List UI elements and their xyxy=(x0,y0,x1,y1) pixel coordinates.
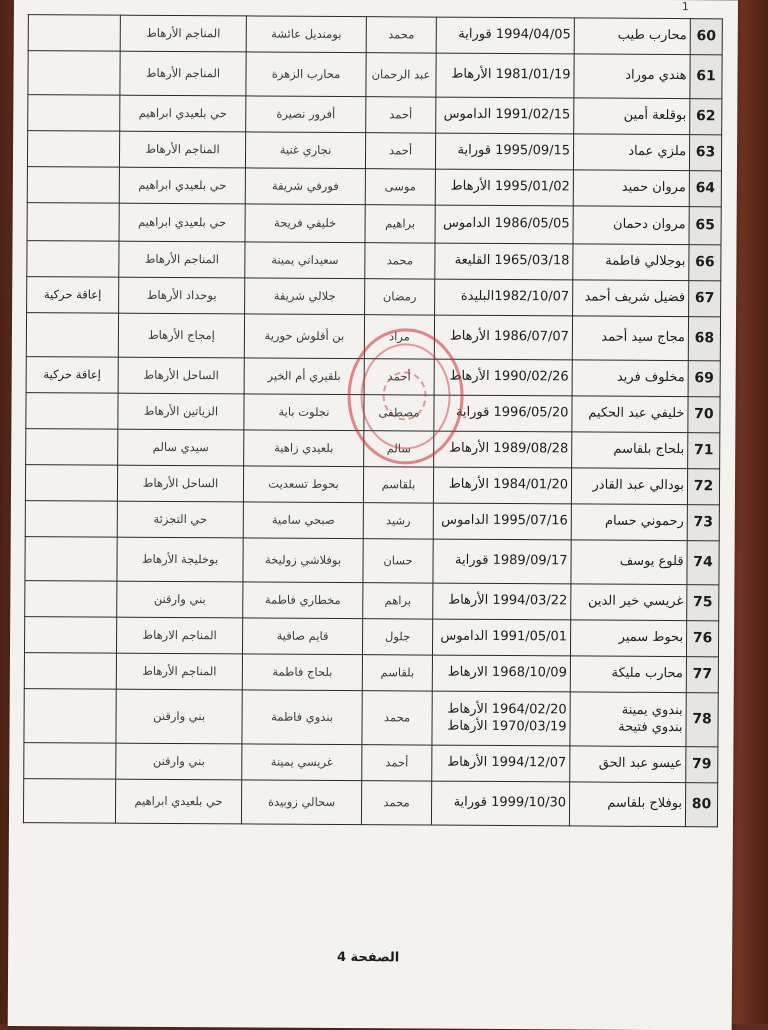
table-row xyxy=(25,581,719,621)
address-cell: بني وارقنن xyxy=(116,743,242,780)
table-row xyxy=(27,203,721,245)
address-cell: حي بلعيدي ابراهيم xyxy=(119,203,245,242)
table-row xyxy=(27,277,721,317)
row-number: 78 xyxy=(686,693,718,747)
mother-cell: مخطاري فاطمة xyxy=(243,582,363,619)
address-cell: المناجم الأرهاط xyxy=(119,241,245,278)
address-cell: حي بلعيدي ابراهيم xyxy=(119,167,245,204)
row-number: 74 xyxy=(687,541,719,585)
mother-cell: بحوط تسعديت xyxy=(243,466,363,503)
address-cell: بني وارقنن xyxy=(117,581,243,618)
row-number: 64 xyxy=(689,171,721,207)
note-cell xyxy=(27,167,119,204)
address-cell: الزياتين الأرهاط xyxy=(118,393,244,430)
name-cell: بوجلالي فاطمة xyxy=(573,244,689,281)
name-cell: رحموني حسام xyxy=(571,504,687,541)
note-cell xyxy=(26,313,118,358)
note-cell xyxy=(26,393,118,430)
address-cell: حي بلعيدي ابراهيم xyxy=(115,779,241,824)
note-cell xyxy=(27,131,119,168)
row-number: 63 xyxy=(689,135,721,171)
father-cell: رشيد xyxy=(363,503,433,539)
name-cell: مروان دحمان xyxy=(573,206,689,245)
mother-cell: أفرور نصيرة xyxy=(246,96,366,133)
name-cell: قلوع يوسف xyxy=(571,540,687,585)
document-page xyxy=(8,0,738,1030)
birth-cell: 1986/07/07 الأرهاط xyxy=(434,315,572,360)
name-cell: مجاج سيد أحمد xyxy=(572,316,688,361)
birth-cell: 1964/02/20 الأرهاط 1970/03/19 الأرهاط xyxy=(432,691,570,746)
father-cell: براهم xyxy=(363,583,433,619)
note-cell xyxy=(24,743,116,780)
mother-cell: جلالي شريفة xyxy=(245,278,365,315)
address-cell: المناجم الأرهاط xyxy=(119,131,245,168)
row-number: 71 xyxy=(688,433,720,469)
table-row xyxy=(24,689,718,747)
father-cell: أحمد xyxy=(366,97,436,133)
address-cell: المناجم الأرهاط xyxy=(116,653,242,690)
father-cell: محمد xyxy=(366,17,436,53)
beneficiaries-table xyxy=(23,14,723,827)
mother-cell: محارب الزهرة xyxy=(246,52,366,97)
table-row xyxy=(26,313,720,361)
mother-cell: سحالي زوبيدة xyxy=(241,780,361,825)
father-cell: رمضان xyxy=(365,279,435,315)
row-number: 65 xyxy=(689,207,721,245)
father-cell: بلقاسم xyxy=(363,467,433,503)
father-cell: محمد xyxy=(361,781,431,825)
mother-cell: قايم صافية xyxy=(242,618,362,655)
name-cell: غريسي خير الدين xyxy=(571,584,687,621)
table-row xyxy=(25,537,719,585)
address-cell: بوحداد الأرهاط xyxy=(119,277,245,314)
father-cell: براهيم xyxy=(365,205,435,243)
birth-cell: 1982/10/07البليدة xyxy=(435,279,573,316)
note-cell: إعاقة حركية xyxy=(27,277,119,314)
name-cell: محارب مليكة xyxy=(570,656,686,693)
background-right xyxy=(732,0,768,1024)
father-cell: مصطفى xyxy=(364,395,434,431)
table-row xyxy=(28,15,722,55)
mother-cell: صبحي سامية xyxy=(243,502,363,539)
address-cell: إمجاج الأرهاط xyxy=(118,313,244,358)
name-cell: بوفلاح بلقاسم xyxy=(569,782,685,827)
birth-cell: 1995/07/16 الداموس xyxy=(433,503,571,540)
mother-cell: نجلوت باية xyxy=(244,394,364,431)
table-row xyxy=(26,393,720,433)
address-cell: بني وارقنن xyxy=(116,689,242,744)
note-cell xyxy=(27,241,119,278)
mother-cell: بلقيري أم الخير xyxy=(244,358,364,395)
row-number: 68 xyxy=(688,317,720,361)
father-cell: بلقاسم xyxy=(362,655,432,691)
note-cell xyxy=(25,537,117,582)
row-number: 60 xyxy=(690,19,722,55)
row-number: 61 xyxy=(690,55,722,99)
father-cell: حسان xyxy=(363,539,433,583)
mother-cell: بندوي فاطمة xyxy=(242,690,362,745)
address-cell: المناجم الأرهاط xyxy=(120,15,246,52)
name-cell: مروان حميد xyxy=(573,170,689,207)
table-row xyxy=(28,51,722,99)
row-number: 76 xyxy=(686,621,718,657)
table-row xyxy=(27,167,721,207)
mother-cell: خليفي فريحة xyxy=(245,204,365,243)
address-cell: حي التجزئة xyxy=(117,501,243,538)
table-row xyxy=(23,779,717,827)
mother-cell: بلحاج فاطمة xyxy=(242,654,362,691)
birth-cell: 1986/05/05 الداموس xyxy=(435,205,573,244)
father-cell: محمد xyxy=(362,691,432,745)
name-cell: فضيل شريف أحمد xyxy=(573,280,689,317)
name-cell: عيسو عبد الحق xyxy=(570,746,686,783)
father-cell: مراد xyxy=(364,315,434,359)
father-cell: محمد xyxy=(365,243,435,279)
note-cell xyxy=(25,501,117,538)
mother-cell: غريسي يمينة xyxy=(242,744,362,781)
father-cell: سالم xyxy=(364,431,434,467)
birth-cell: 1996/05/20 قوراية xyxy=(434,395,572,432)
mother-cell: نجاري غنية xyxy=(245,132,365,169)
birth-cell: 1994/03/22 الأرهاط xyxy=(433,583,571,620)
address-cell: سيدي سالم xyxy=(118,429,244,466)
father-cell: أحمد xyxy=(365,133,435,169)
name-cell: بودالي عبد القادر xyxy=(571,468,687,505)
name-cell: بلحاج بلقاسم xyxy=(572,432,688,469)
table-row xyxy=(25,501,719,541)
row-number: 69 xyxy=(688,361,720,397)
address-cell: بوخليجة الأرهاط xyxy=(117,537,243,582)
table-row xyxy=(24,743,718,783)
table-row xyxy=(27,131,721,171)
address-cell: المناجم الأرهاط xyxy=(120,51,246,96)
note-cell xyxy=(28,51,120,96)
table-row xyxy=(26,429,720,469)
father-cell: جلول xyxy=(362,619,432,655)
note-cell xyxy=(23,779,115,824)
row-number: 77 xyxy=(686,657,718,693)
birth-cell: 1991/05/01 الداموس xyxy=(432,619,570,656)
mother-cell: بن أقلوش حورية xyxy=(244,314,364,359)
birth-cell: 1965/03/18 القليعة xyxy=(435,243,573,280)
note-cell: إعاقة حركية xyxy=(26,357,118,394)
mother-cell: بومنديل عائشة xyxy=(246,16,366,53)
address-cell: حي بلعيدي ابراهيم xyxy=(120,95,246,132)
row-number: 72 xyxy=(687,469,719,505)
row-number: 66 xyxy=(689,245,721,281)
name-cell: بوقلعة أمين xyxy=(574,98,690,135)
address-cell: الساحل الأرهاط xyxy=(117,465,243,502)
name-cell: بندوي يمينة بندوي فتيحة xyxy=(570,692,686,747)
note-cell xyxy=(26,429,118,466)
mother-cell: سعيداني يمينة xyxy=(245,242,365,279)
name-cell: خليفي عبد الحكيم xyxy=(572,396,688,433)
table-row xyxy=(24,617,718,657)
row-number: 73 xyxy=(687,505,719,541)
note-cell xyxy=(25,581,117,618)
name-cell: هندي موراد xyxy=(574,54,690,99)
row-number: 70 xyxy=(688,397,720,433)
note-cell xyxy=(28,95,120,132)
name-cell: بحوط سمير xyxy=(570,620,686,657)
birth-cell: 1981/01/19 الأرهاط xyxy=(436,53,574,98)
father-cell: أحمد xyxy=(364,359,434,395)
birth-cell: 1995/09/15 قوراية xyxy=(435,133,573,170)
note-cell xyxy=(24,689,116,744)
birth-cell: 1991/02/15 الداموس xyxy=(436,97,574,134)
address-cell: الساحل الأرهاط xyxy=(118,357,244,394)
address-cell: المناجم الارهاط xyxy=(116,617,242,654)
row-number: 67 xyxy=(689,281,721,317)
note-cell xyxy=(28,15,120,52)
name-cell: مخلوف فريد xyxy=(572,360,688,397)
row-number: 62 xyxy=(690,99,722,135)
table-row xyxy=(26,357,720,397)
table-body xyxy=(23,15,722,827)
mother-cell: بوفلاشي زوليخة xyxy=(243,538,363,583)
table-row xyxy=(28,95,722,135)
row-number: 75 xyxy=(687,585,719,621)
father-cell: أحمد xyxy=(362,745,432,781)
note-cell xyxy=(24,653,116,690)
birth-cell: 1984/01/20 الأرهاط xyxy=(433,467,571,504)
birth-cell: 1995/01/02 الأرهاط xyxy=(435,169,573,206)
birth-cell: 1990/02/26 الأرهاط xyxy=(434,359,572,396)
note-cell xyxy=(24,617,116,654)
table-row xyxy=(25,465,719,505)
note-cell xyxy=(27,203,119,242)
table-row xyxy=(24,653,718,693)
table-row xyxy=(27,241,721,281)
birth-cell: 1989/08/28 الأرهاط xyxy=(434,431,572,468)
mother-cell: بلعيدي زاهية xyxy=(244,430,364,467)
birth-cell: 1999/10/30 قوراية xyxy=(431,781,569,826)
birth-cell: 1989/09/17 قوراية xyxy=(433,539,571,584)
birth-cell: 1968/10/09 الارهاط xyxy=(432,655,570,692)
father-cell: عبد الرحمان xyxy=(366,53,436,97)
birth-cell: 1994/12/07 الأرهاط xyxy=(432,745,570,782)
page-number: الصفحة 4 xyxy=(336,949,400,966)
row-number: 79 xyxy=(686,747,718,783)
note-cell xyxy=(25,465,117,502)
top-mark: 1 xyxy=(681,0,689,14)
mother-cell: فورفي شريفة xyxy=(245,168,365,205)
father-cell: موسى xyxy=(365,169,435,205)
birth-cell: 1994/04/05 قوراية xyxy=(436,17,574,54)
name-cell: محارب طيب xyxy=(574,18,690,55)
name-cell: ملزي عماد xyxy=(573,134,689,171)
row-number: 80 xyxy=(685,783,717,827)
